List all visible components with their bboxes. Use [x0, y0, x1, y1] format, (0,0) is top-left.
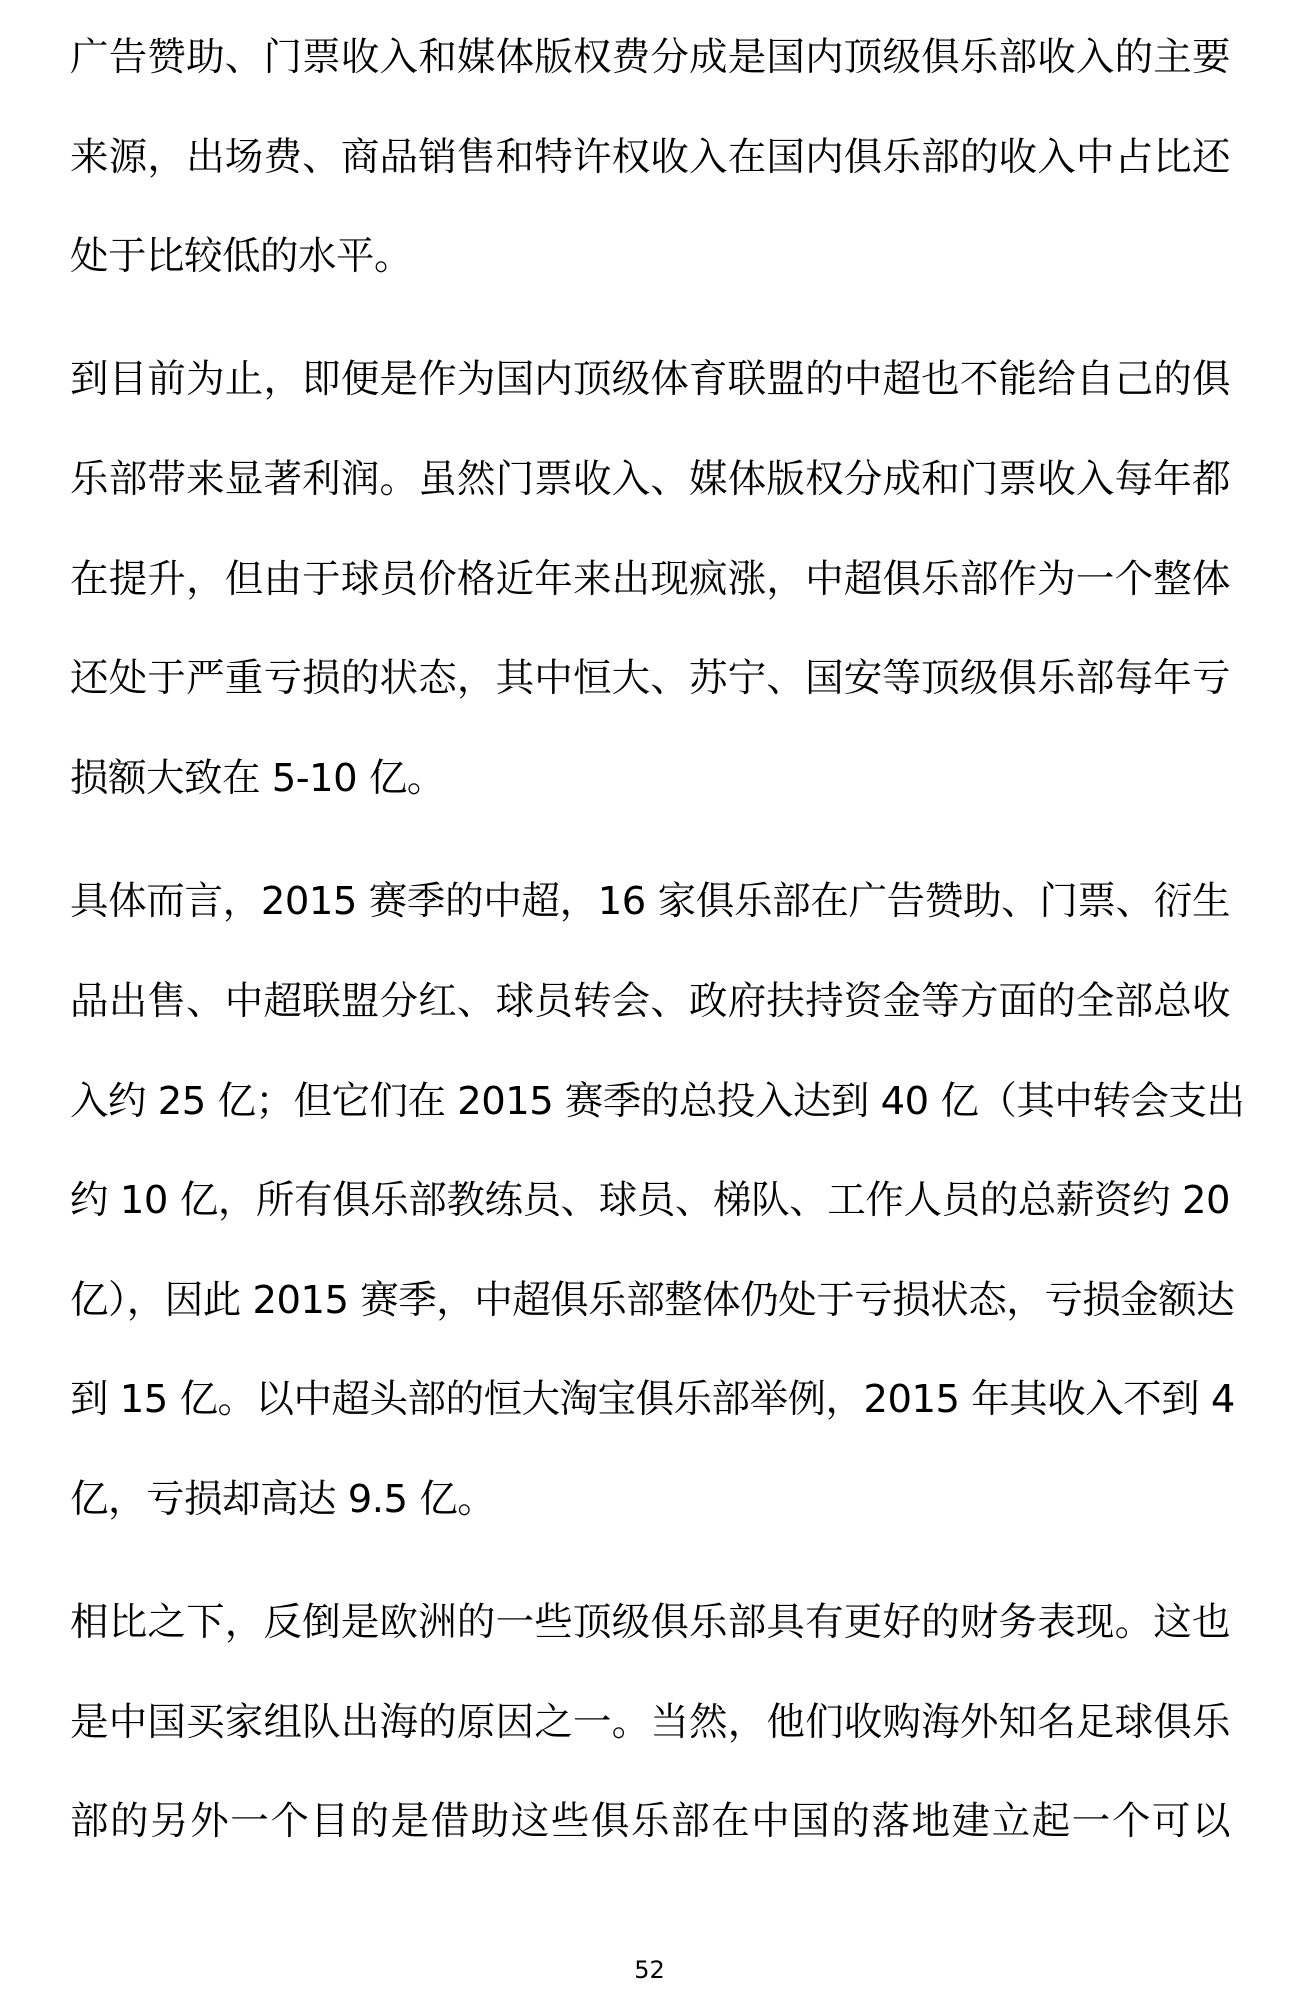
paragraph-2-line-2: 乐部带来显著利润。虽然门票收入、媒体版权分成和门票收入每年都 — [70, 457, 1230, 502]
paragraph-3-line-5: 亿），因此 2015 赛季，中超俱乐部整体仍处于亏损状态，亏损金额达 — [70, 1278, 1235, 1323]
paragraph-2-line-5: 损额大致在 5-10 亿。 — [70, 756, 445, 801]
paragraph-1-line-3: 处于比较低的水平。 — [70, 234, 413, 279]
paragraph-3-line-6: 到 15 亿。以中超头部的恒大淘宝俱乐部举例，2015 年其收入不到 4 — [70, 1377, 1235, 1422]
page-number: 52 — [634, 1956, 665, 1984]
paragraph-2-line-4: 还处于严重亏损的状态，其中恒大、苏宁、国安等顶级俱乐部每年亏 — [70, 656, 1230, 701]
paragraph-4-line-3: 部的另外一个目的是借助这些俱乐部在中国的落地建立起一个可以 — [70, 1799, 1230, 1844]
paragraph-3-line-1: 具体而言，2015 赛季的中超，16 家俱乐部在广告赞助、门票、衍生 — [70, 879, 1230, 924]
paragraph-3-line-4: 约 10 亿，所有俱乐部教练员、球员、梯队、工作人员的总薪资约 20 — [70, 1178, 1230, 1223]
paragraph-3-line-7: 亿，亏损却高达 9.5 亿。 — [70, 1477, 496, 1522]
paragraph-2-line-3: 在提升，但由于球员价格近年来出现疯涨，中超俱乐部作为一个整体 — [70, 557, 1230, 602]
paragraph-2-line-1: 到目前为止，即便是作为国内顶级体育联盟的中超也不能给自己的俱 — [70, 357, 1230, 402]
paragraph-3-line-2: 品出售、中超联盟分红、球员转会、政府扶持资金等方面的全部总收 — [70, 979, 1230, 1024]
paragraph-1-line-1: 广告赞助、门票收入和媒体版权费分成是国内顶级俱乐部收入的主要 — [70, 35, 1230, 80]
paragraph-1-line-2: 来源，出场费、商品销售和特许权收入在国内俱乐部的收入中占比还 — [70, 135, 1230, 180]
paragraph-4-line-2: 是中国买家组队出海的原因之一。当然，他们收购海外知名足球俱乐 — [70, 1700, 1230, 1745]
paragraph-3-line-3: 入约 25 亿；但它们在 2015 赛季的总投入达到 40 亿（其中转会支出 — [70, 1079, 1245, 1124]
paragraph-4-line-1: 相比之下，反倒是欧洲的一些顶级俱乐部具有更好的财务表现。这也 — [70, 1600, 1230, 1645]
